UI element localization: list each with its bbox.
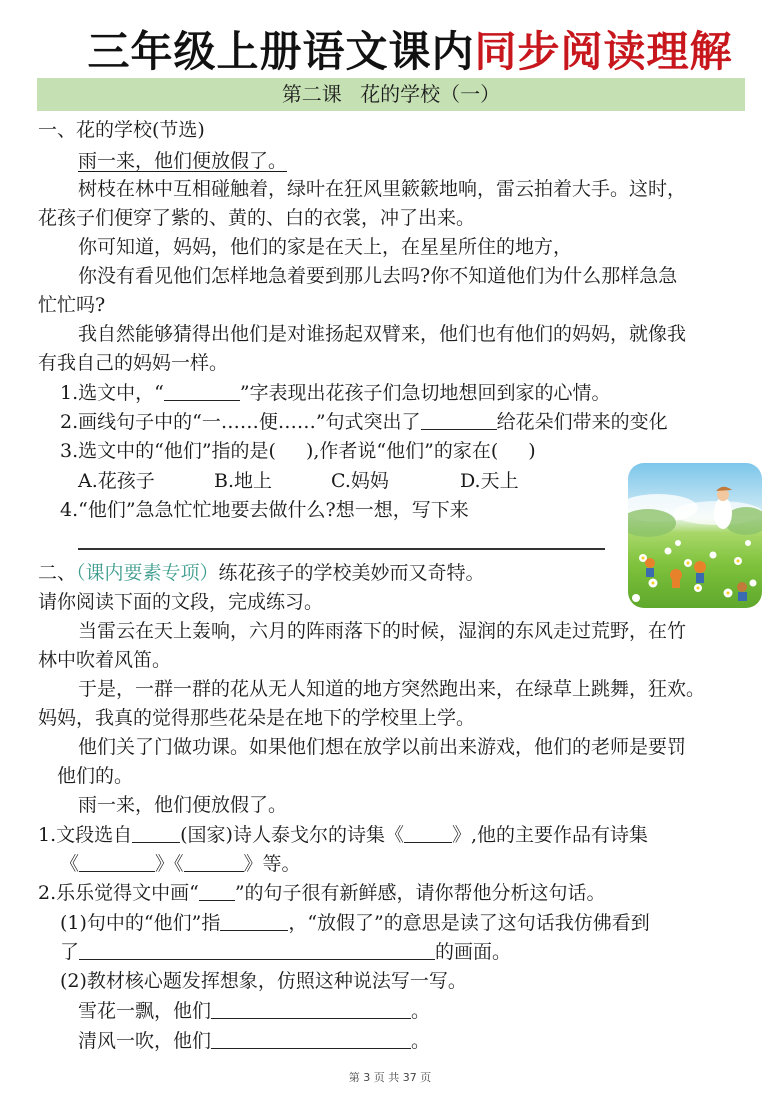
- question-3: 3.选文中的“他们”指的是( ),作者说“他们”的家在( ): [60, 440, 536, 462]
- passage-line: 雨一来，他们便放假了。: [78, 794, 288, 816]
- s2-question-1: 1.文段选自 (国家)诗人泰戈尔的诗集《 》,他的主要作品有诗集: [38, 824, 649, 846]
- question-4: 4.“他们”急急忙忙地要去做什么?想一想，写下来: [60, 499, 469, 521]
- answer-blank[interactable]: [220, 912, 288, 931]
- answer-blank[interactable]: [79, 941, 435, 960]
- passage-line: 我自然能够猜得出他们是对谁扬起双臂来，他们也有他们的妈妈，就像我: [78, 323, 687, 345]
- page-title: [0, 26, 780, 78]
- passage-line: 你可知道，妈妈，他们的家是在天上，在星星所住的地方，: [78, 236, 573, 258]
- s2-question-2-1-cont: 了 的画面。: [60, 941, 512, 963]
- section2-heading: 二、（课内要素专项）练花孩子的学校美妙而又奇特。: [38, 562, 485, 584]
- write-line-2: 清风一吹，他们 。: [78, 1030, 431, 1052]
- question-2: 2.画线句子中的“一……便……”句式突出了 给花朵们带来的变化: [60, 411, 668, 433]
- option-c[interactable]: C.妈妈: [331, 470, 389, 492]
- option-d[interactable]: D.天上: [460, 470, 519, 492]
- answer-blank[interactable]: [79, 853, 155, 872]
- instruction: 请你阅读下面的文段，完成练习。: [38, 591, 324, 613]
- answer-line[interactable]: [78, 548, 605, 550]
- answer-blank[interactable]: [211, 1000, 411, 1019]
- underlined-sentence: 雨一来，他们便放假了。: [78, 150, 288, 172]
- passage-line: 妈妈，我真的觉得那些花朵是在地下的学校里上学。: [38, 707, 476, 729]
- answer-blank[interactable]: [132, 824, 180, 843]
- write-line-1: 雪花一飘，他们 。: [78, 1000, 431, 1022]
- lesson-title: 花的学校（一）: [360, 82, 501, 106]
- passage-line: 他们关了门做功课。如果他们想在放学以前出来游戏，他们的老师是要罚: [78, 736, 687, 758]
- question-1: 1.选文中，“ ”字表现出花孩子们急切地想回到家的心情。: [60, 382, 611, 404]
- option-b[interactable]: B.地上: [214, 470, 273, 492]
- answer-blank[interactable]: [421, 411, 497, 430]
- answer-blank[interactable]: [404, 824, 452, 843]
- section2-tag: （课内要素专项）: [76, 562, 219, 584]
- lesson-banner: [37, 78, 745, 111]
- passage-line: 林中吹着风笛。: [38, 649, 172, 671]
- page-number: 第 3 页 共 37 页: [348, 1071, 432, 1084]
- flower-field-image: [628, 463, 762, 608]
- answer-blank[interactable]: [211, 1030, 411, 1049]
- passage-line: 忙忙吗?: [38, 294, 106, 316]
- s2-question-2: 2.乐乐觉得文中画“ ”的句子很有新鲜感，请你帮他分析这句话。: [38, 882, 606, 904]
- passage-line: 花孩子们便穿了紫的、黄的、白的衣裳，冲了出来。: [38, 207, 476, 229]
- passage-line: 于是，一群一群的花从无人知道的地方突然跑出来，在绿草上跳舞，狂欢。: [78, 678, 706, 700]
- passage-line: 有我自己的妈妈一样。: [38, 352, 229, 374]
- title-black: 三年级上册语文课内: [87, 27, 475, 76]
- answer-blank[interactable]: [184, 853, 244, 872]
- lesson-number: 第二课: [281, 82, 342, 106]
- passage-line: 当雷云在天上轰响，六月的阵雨落下的时候，湿润的东风走过荒野，在竹: [78, 620, 687, 642]
- passage-line: 你没有看见他们怎样地急着要到那儿去吗?你不知道他们为什么那样急急: [78, 265, 678, 287]
- answer-blank[interactable]: [199, 882, 235, 901]
- answer-blank[interactable]: [164, 382, 240, 401]
- title-red: 同步阅读理解: [474, 27, 733, 76]
- s2-question-2-2: (2)教材核心题发挥想象，仿照这种说法写一写。: [60, 970, 467, 992]
- s2-question-2-1: (1)句中的“他们”指 ，“放假了”的意思是读了这句话我仿佛看到: [60, 912, 650, 934]
- passage-line: 他们的。: [57, 765, 134, 787]
- section1-heading: 一、花的学校(节选): [38, 119, 205, 141]
- s2-question-1-cont: 《 》《 》等。: [60, 853, 301, 875]
- option-a[interactable]: A.花孩子: [78, 470, 155, 492]
- illustration-flower-field: [628, 463, 762, 608]
- passage-line: 树枝在林中互相碰触着，绿叶在狂风里簌簌地响，雷云拍着大手。这时，: [78, 178, 687, 200]
